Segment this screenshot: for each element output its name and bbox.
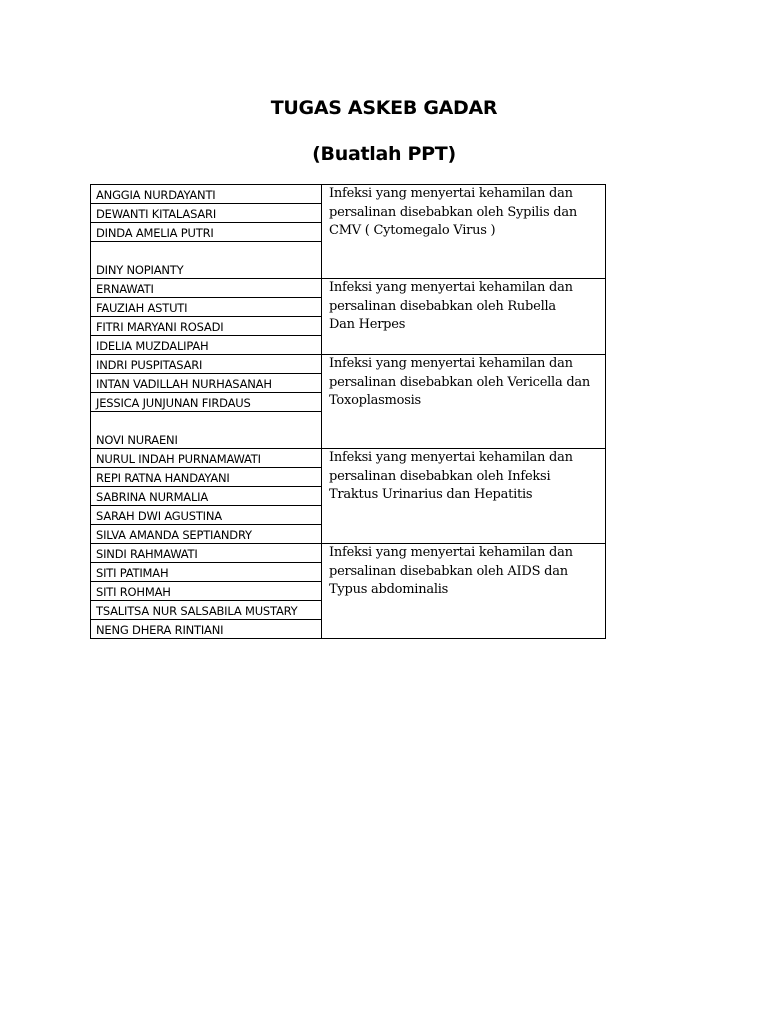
member-name: ERNAWATI — [91, 279, 322, 298]
group-topic — [322, 544, 606, 639]
topic-line: persalinan disebabkan oleh Sypilis dan — [329, 204, 577, 220]
member-name: SARAH DWI AGUSTINA — [91, 506, 322, 525]
member-name: SABRINA NURMALIA — [91, 487, 322, 506]
topic-line: Infeksi yang menyertai kehamilan dan — [329, 186, 573, 201]
member-name: SITI ROHMAH — [91, 582, 322, 601]
table-row — [91, 544, 606, 563]
member-name: INTAN VADILLAH NURHASANAH — [91, 374, 322, 393]
member-name: NENG DHERA RINTIANI — [91, 620, 322, 639]
member-name: INDRI PUSPITASARI — [91, 355, 322, 374]
topic-line: Infeksi yang menyertai kehamilan dan — [329, 356, 573, 371]
table-row — [91, 449, 606, 468]
table-row — [91, 355, 606, 374]
member-name: DINY NOPIANTY — [91, 242, 322, 279]
table-row — [91, 279, 606, 298]
page-subtitle: (Buatlah PPT) — [312, 143, 456, 165]
member-name: NOVI NURAENI — [91, 412, 322, 449]
topic-line: Dan Herpes — [329, 317, 406, 332]
topic-line: persalinan disebabkan oleh Vericella dan — [329, 374, 591, 390]
topic-line: Infeksi yang menyertai kehamilan dan — [329, 450, 573, 465]
topic-line: Infeksi yang menyertai kehamilan dan — [329, 280, 573, 295]
group-topic — [322, 279, 606, 355]
member-name: REPI RATNA HANDAYANI — [91, 468, 322, 487]
member-name: DINDA AMELIA PUTRI — [91, 223, 322, 242]
member-name: IDELIA MUZDALIPAH — [91, 336, 322, 355]
group-topic — [322, 449, 606, 544]
table-row — [91, 185, 606, 204]
topic-line: persalinan disebabkan oleh Rubella — [329, 298, 556, 314]
page-title: TUGAS ASKEB GADAR — [270, 97, 498, 119]
member-name: DEWANTI KITALASARI — [91, 204, 322, 223]
member-name: SINDI RAHMAWATI — [91, 544, 322, 563]
member-name: NURUL INDAH PURNAMAWATI — [91, 449, 322, 468]
group-topic — [322, 185, 606, 279]
topic-line: Toxoplasmosis — [329, 393, 421, 408]
topic-line: persalinan disebabkan oleh AIDS dan — [329, 563, 568, 579]
topic-line: CMV ( Cytomegalo Virus ) — [329, 223, 496, 238]
member-name: FAUZIAH ASTUTI — [91, 298, 322, 317]
member-name: FITRI MARYANI ROSADI — [91, 317, 322, 336]
group-assignment-table — [90, 184, 606, 639]
topic-line: persalinan disebabkan oleh Infeksi — [329, 468, 551, 484]
member-name: SILVA AMANDA SEPTIANDRY — [91, 525, 322, 544]
member-name: JESSICA JUNJUNAN FIRDAUS — [91, 393, 322, 412]
topic-line: Traktus Urinarius dan Hepatitis — [329, 487, 533, 502]
member-name: ANGGIA NURDAYANTI — [91, 185, 322, 204]
group-topic — [322, 355, 606, 449]
member-name: TSALITSA NUR SALSABILA MUSTARY — [91, 601, 322, 620]
topic-line: Typus abdominalis — [329, 582, 449, 597]
topic-line: Infeksi yang menyertai kehamilan dan — [329, 545, 573, 560]
member-name: SITI PATIMAH — [91, 563, 322, 582]
